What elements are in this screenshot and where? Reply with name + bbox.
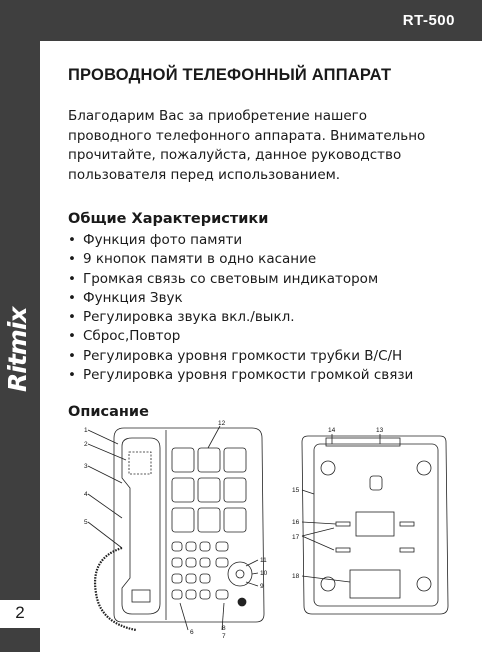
- memory-button[interactable]: [224, 508, 246, 532]
- rubber-foot: [321, 461, 335, 475]
- callout-line: [208, 426, 220, 448]
- rubber-foot: [417, 461, 431, 475]
- intro-line: Благодарим Вас за приобретение нашего: [68, 108, 368, 124]
- feature-item: • Регулировка звука вкл./выкл.: [68, 308, 413, 327]
- speaker-grille: [238, 598, 246, 606]
- callout-label: 4: [84, 491, 88, 498]
- keypad-key[interactable]: [186, 542, 196, 551]
- feature-item: • 9 кнопок памяти в одно касание: [68, 250, 413, 269]
- callout-label: 18: [292, 573, 300, 580]
- callout-label: 3: [84, 463, 88, 470]
- callout-label: 9: [260, 583, 264, 590]
- callout-label: 10: [260, 570, 268, 577]
- intro-line: прочитайте, пожалуйста, данное руководство: [68, 147, 402, 163]
- intro-line: пользователя перед использованием.: [68, 166, 341, 183]
- wall-mount-slot: [400, 548, 414, 552]
- callout-line: [302, 528, 334, 536]
- line-socket: [370, 476, 382, 490]
- phone-front-view: [88, 426, 264, 630]
- keypad-key[interactable]: [186, 558, 196, 567]
- keypad-key[interactable]: [200, 574, 210, 583]
- phone-back-view: [302, 434, 448, 614]
- callout-line: [88, 430, 118, 444]
- keypad-key[interactable]: [172, 558, 182, 567]
- memory-button[interactable]: [224, 478, 246, 502]
- callout-label: 8: [222, 625, 226, 632]
- callout-label: 14: [328, 427, 336, 434]
- memory-button[interactable]: [172, 508, 194, 532]
- feature-item: • Регулировка уровня громкости трубки В/С/Н: [68, 347, 413, 366]
- callout-label: 2: [84, 441, 88, 448]
- callout-label: 12: [218, 420, 226, 427]
- battery-compartment: [350, 570, 400, 598]
- callout-line: [302, 522, 336, 524]
- callout-label: 11: [260, 557, 267, 564]
- description-heading: Описание: [68, 404, 149, 420]
- keypad-key[interactable]: [186, 590, 196, 599]
- function-button[interactable]: [216, 558, 228, 567]
- wall-mount-slot: [400, 522, 414, 526]
- callout-label: 16: [292, 519, 300, 526]
- callout-line: [246, 582, 258, 586]
- front-callout-lines: [88, 426, 258, 630]
- phone-body-outline: [114, 428, 264, 622]
- callout-label: 6: [190, 629, 194, 636]
- callout-label: 1: [84, 427, 88, 434]
- keypad: [172, 542, 210, 599]
- keypad-key[interactable]: [186, 574, 196, 583]
- intro-line: проводного телефонного аппарата. Внимательно: [68, 127, 426, 144]
- memory-button[interactable]: [198, 448, 220, 472]
- callout-line: [302, 536, 334, 550]
- callout-label: 5: [84, 519, 88, 526]
- back-handle: [326, 438, 400, 446]
- keypad-key[interactable]: [172, 542, 182, 551]
- memory-button[interactable]: [172, 448, 194, 472]
- phone-diagram: [70, 418, 470, 650]
- callout-line: [302, 490, 314, 494]
- callout-line: [88, 494, 122, 518]
- keypad-key[interactable]: [200, 542, 210, 551]
- callout-line: [88, 466, 122, 483]
- navigation-pad-center[interactable]: [236, 570, 244, 578]
- intro-paragraph: [68, 107, 448, 185]
- callout-label: 13: [376, 427, 384, 434]
- handset-mic: [132, 590, 150, 602]
- keypad-key[interactable]: [172, 574, 182, 583]
- page-number: 2: [15, 603, 25, 622]
- feature-item: • Регулировка уровня громкости громкой связи: [68, 366, 413, 385]
- handset-speaker: [129, 452, 151, 474]
- handset: [122, 438, 160, 614]
- back-inner-frame: [314, 444, 438, 606]
- memory-button[interactable]: [172, 478, 194, 502]
- wall-mount-slot: [336, 522, 350, 526]
- model-name: RT-500: [402, 12, 455, 29]
- keypad-key[interactable]: [200, 558, 210, 567]
- function-button[interactable]: [216, 542, 228, 551]
- memory-button[interactable]: [224, 448, 246, 472]
- rubber-foot: [417, 577, 431, 591]
- wall-mount-slot: [336, 548, 350, 552]
- photo-memory-buttons: [172, 448, 246, 532]
- label-plate: [356, 512, 394, 536]
- callout-line: [180, 603, 188, 630]
- feature-item: • Сброс,Повтор: [68, 327, 413, 346]
- callout-line: [246, 560, 258, 566]
- feature-item: • Функция Звук: [68, 289, 413, 308]
- features-heading: Общие Характеристики: [68, 211, 269, 227]
- callout-label: 7: [222, 633, 226, 640]
- features-list: [68, 231, 413, 385]
- function-button[interactable]: [216, 590, 228, 599]
- callout-label: 15: [292, 487, 300, 494]
- feature-item: • Функция фото памяти: [68, 231, 413, 250]
- brand-logo: [3, 352, 32, 392]
- callout-line: [88, 444, 126, 460]
- function-buttons: [216, 542, 252, 606]
- callout-label: 17: [292, 534, 300, 541]
- keypad-key[interactable]: [172, 590, 182, 599]
- feature-item: • Громкая связь со световым индикатором: [68, 270, 413, 289]
- memory-button[interactable]: [198, 478, 220, 502]
- callout-line: [88, 522, 122, 548]
- page-title: ПРОВОДНОЙ ТЕЛЕФОННЫЙ АППАРАТ: [68, 66, 392, 84]
- callout-line: [252, 573, 258, 574]
- memory-button[interactable]: [198, 508, 220, 532]
- keypad-key[interactable]: [200, 590, 210, 599]
